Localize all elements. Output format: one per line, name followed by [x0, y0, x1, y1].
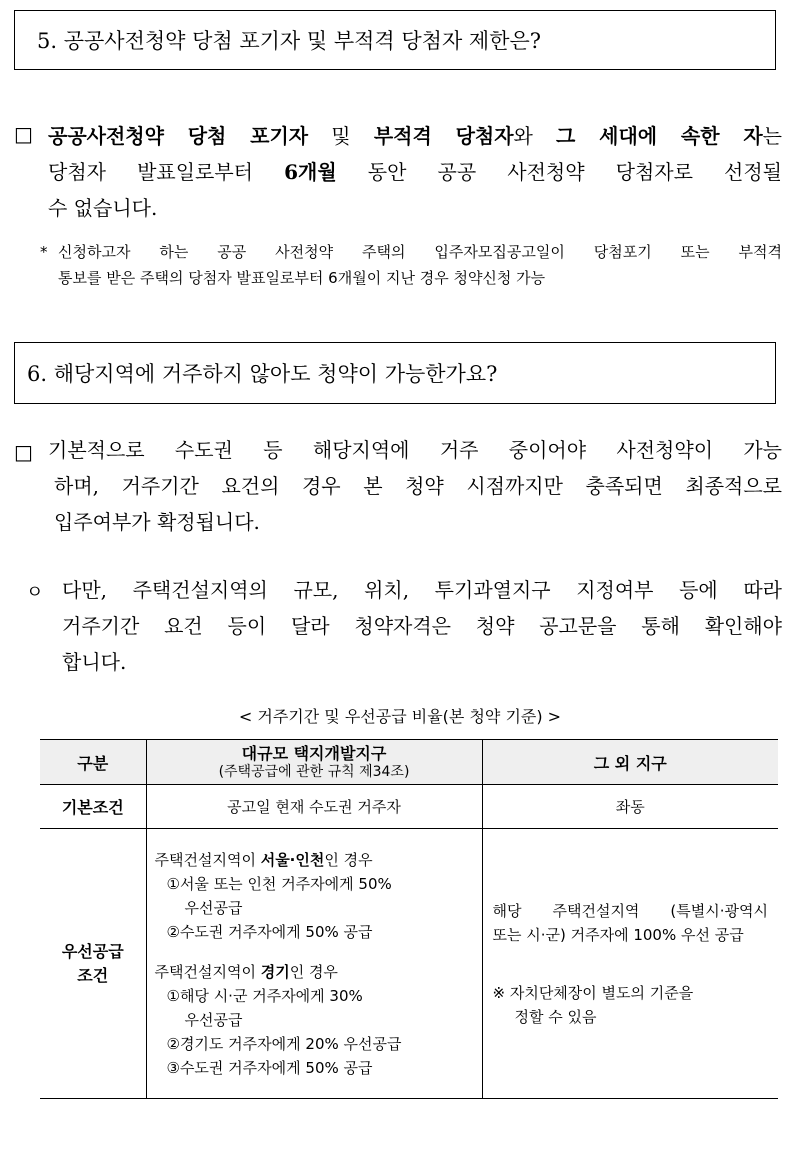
priority-other-district [482, 829, 778, 1099]
row-label-priority [40, 829, 146, 1099]
row-label-priority-line: 우선공급 [61, 941, 124, 961]
question-6-heading [14, 342, 776, 404]
priority-large-district [146, 829, 482, 1099]
q5-text: 동안 공공 사전청약 당첨자로 선정될 [336, 160, 782, 184]
q6-sub-text: 다만, 주택건설지역의 규모, 위치, 투기과열지구 지정여부 등에 따라 [62, 578, 782, 602]
q6-text: 하며, 거주기간 요건의 경우 본 청약 시점까지만 충족되면 최종적으로 [54, 474, 782, 498]
header-category: 구분 [40, 740, 146, 785]
list-item: ②수도권 거주자에게 50% 공급 [166, 922, 373, 941]
table-row [40, 829, 778, 1099]
intro-text: 인 경우 [324, 850, 373, 869]
basic-large-district: 공고일 현재 수도권 거주자 [146, 785, 482, 829]
q5-text: 및 [308, 124, 374, 148]
q5-paragraph [48, 118, 782, 226]
header-large-district [146, 740, 482, 785]
list-item: ①해당 시·군 거주자에게 30% [166, 986, 363, 1005]
residency-table [40, 739, 778, 1099]
intro-bold: 경기 [260, 962, 290, 981]
q6-text: 기본적으로 수도권 등 해당지역에 거주 중이어야 사전청약이 가능 [48, 438, 782, 462]
list-item: ①서울 또는 인천 거주자에게 50% [166, 874, 392, 893]
table-row [40, 785, 778, 829]
basic-other-district: 좌동 [482, 785, 778, 829]
other-district-note: 정할 수 있음 [514, 1007, 597, 1026]
q6-sub-text: 합니다. [62, 650, 127, 674]
q5-bold-6months: 6개월 [284, 160, 337, 184]
intro-text: 주택건설지역이 [154, 850, 261, 869]
q5-text: 는 [762, 124, 782, 148]
list-item-cont: 우선공급 [184, 1010, 243, 1029]
question-5-title: 5. 공공사전청약 당첨 포기자 및 부적격 당첨자 제한은? [37, 29, 542, 53]
seoul-incheon-intro [155, 848, 474, 872]
q5-bold-household: 그 세대에 속한 자 [556, 124, 763, 148]
q6-sub-paragraph [62, 572, 782, 680]
circle-bullet-icon: ㅇ [26, 582, 44, 603]
table-caption: < 거주기간 및 우선공급 비율(본 청약 기준) > [238, 707, 562, 726]
q5-text: 와 [513, 124, 557, 148]
q5-bold-forfeit: 공공사전청약 당첨 포기자 [48, 124, 309, 148]
asterisk-icon: * [40, 243, 48, 261]
gyeonggi-intro [155, 960, 474, 984]
question-6-title: 6. 해당지역에 거주하지 않아도 청약이 가능한가요? [27, 362, 498, 386]
q5-bold-ineligible: 부적격 당첨자 [373, 124, 514, 148]
square-bullet-icon: □ [14, 122, 33, 146]
q5-text: 수 없습니다. [48, 196, 158, 220]
other-district-text: 해당 주택건설지역 (특별시·광역시 [492, 901, 768, 920]
list-item: ②경기도 거주자에게 20% 우선공급 [166, 1034, 402, 1053]
header-other-district: 그 외 지구 [482, 740, 778, 785]
other-district-text: 또는 시·군) 거주자에 100% 우선 공급 [492, 925, 744, 944]
question-5-heading [14, 10, 776, 70]
other-district-note: ※ 자치단체장이 별도의 기준을 [492, 983, 694, 1002]
row-label-basic: 기본조건 [40, 785, 146, 829]
q5-note-line: 신청하고자 하는 공공 사전청약 주택의 입주자모집공고일이 당첨포기 또는 부적격 [58, 243, 782, 261]
q5-note-line: 통보를 받은 주택의 당첨자 발표일로부터 6개월이 지난 경우 청약신청 가능 [58, 269, 546, 287]
list-item-cont: 우선공급 [184, 898, 243, 917]
table-header-row [40, 740, 778, 785]
row-label-priority-line: 조건 [77, 965, 109, 985]
header-large-district-rule: (주택공급에 관한 규칙 제34조) [218, 764, 410, 780]
q5-text: 당첨자 발표일로부터 [48, 160, 285, 184]
intro-text: 주택건설지역이 [154, 962, 261, 981]
q6-sub-text: 거주기간 요건 등이 달라 청약자격은 청약 공고문을 통해 확인해야 [62, 614, 782, 638]
q5-note [58, 239, 782, 291]
intro-text: 인 경우 [289, 962, 338, 981]
q6-paragraph [48, 432, 782, 540]
q6-text: 입주여부가 확정됩니다. [54, 510, 260, 534]
header-large-district-title: 대규모 택지개발지구 [241, 744, 387, 763]
intro-bold: 서울·인천 [260, 850, 325, 869]
square-bullet-icon: □ [14, 440, 33, 464]
list-item: ③수도권 거주자에게 50% 공급 [166, 1058, 373, 1077]
